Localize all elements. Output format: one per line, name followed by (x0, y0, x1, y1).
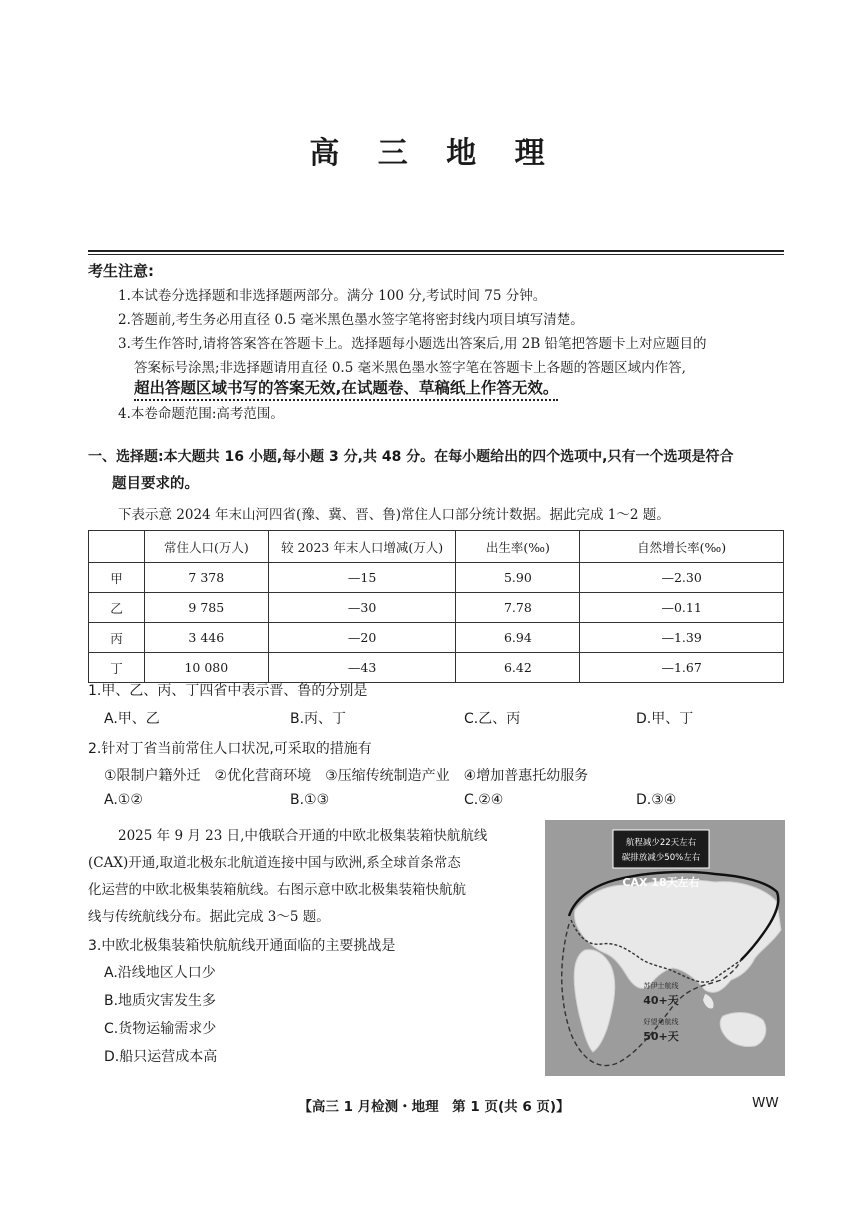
table-cell: 9 785 (144, 593, 268, 623)
passage-line: 2025 年 9 月 23 日,中俄联合开通的中欧北极集装箱快航航线 (118, 828, 488, 844)
table-cell: —0.11 (580, 593, 784, 623)
q2-option-b[interactable]: B.①③ (290, 792, 330, 808)
passage-line: 线与传统航线分布。据此完成 3～5 题。 (88, 909, 330, 925)
table-row (89, 623, 784, 653)
divider (88, 250, 784, 252)
table-cell: 7 378 (144, 563, 268, 593)
notice-item: 3.考生作答时,请将答案答在答题卡上。选择题每小题选出答案后,用 2B 铅笔把答题卡上对应题目的 (118, 336, 707, 352)
q3-option-d[interactable]: D.船只运营成本高 (104, 1049, 218, 1065)
population-table (88, 530, 784, 683)
map-box-line1: 航程减少22天左右 (625, 838, 697, 848)
table-cell: 丙 (89, 623, 145, 653)
table-row (89, 563, 784, 593)
table-cell: 6.94 (456, 623, 580, 653)
question-2-stem: 2.针对丁省当前常住人口状况,可采取的措施有 (88, 741, 372, 757)
q2-option-d[interactable]: D.③④ (636, 792, 677, 808)
table-row (89, 653, 784, 683)
notice-item: 4.本卷命题范围:高考范围。 (118, 406, 284, 422)
table-cell: —43 (268, 653, 456, 683)
table-cell: 3 446 (144, 623, 268, 653)
q3-option-c[interactable]: C.货物运输需求少 (104, 1021, 217, 1037)
q1-option-c[interactable]: C.乙、丙 (464, 711, 521, 727)
question-3-stem: 3.中欧北极集装箱快航航线开通面临的主要挑战是 (88, 938, 396, 954)
notice-emphasis: 超出答题区域书写的答案无效,在试题卷、草稿纸上作答无效。 (134, 379, 558, 401)
q3-option-a[interactable]: A.沿线地区人口少 (104, 965, 216, 981)
table-header-row (89, 531, 784, 563)
map-cax-label: CAX 18天左右 (622, 876, 700, 889)
page-title: 高 三 地 理 (309, 136, 559, 171)
question-1-stem: 1.甲、乙、丙、丁四省中表示晋、鲁的分别是 (88, 683, 368, 699)
table-cell: 丁 (89, 653, 145, 683)
q1-option-b[interactable]: B.丙、丁 (290, 711, 347, 727)
notice-heading: 考生注意: (88, 262, 154, 280)
table-header: 自然增长率(‰) (580, 531, 784, 563)
table-cell: 5.90 (456, 563, 580, 593)
table-cell: —15 (268, 563, 456, 593)
table-header: 常住人口(万人) (144, 531, 268, 563)
map-cape-days: 50+天 (643, 1030, 679, 1043)
notice-item: 2.答题前,考生务必用直径 0.5 毫米黑色墨水签字笔将密封线内项目填写清楚。 (118, 312, 584, 328)
passage-line: (CAX)开通,取道北极东北航道连接中国与欧洲,系全球首条常态 (88, 855, 461, 871)
table-cell: 乙 (89, 593, 145, 623)
table-cell: —2.30 (580, 563, 784, 593)
map-suez-label: 苏伊士航线 (643, 982, 679, 990)
map-suez-days: 40+天 (643, 994, 679, 1007)
table-row (89, 593, 784, 623)
footer-code: WW (752, 1095, 779, 1111)
table-cell: 甲 (89, 563, 145, 593)
q3-option-b[interactable]: B.地质灾害发生多 (104, 993, 217, 1009)
divider (88, 254, 784, 255)
q1-option-d[interactable]: D.甲、丁 (636, 711, 694, 727)
section-heading: 一、选择题:本大题共 16 小题,每小题 3 分,共 48 分。在每小题给出的四个选项中,只有一个选项是符合 (88, 449, 734, 465)
table-header: 较 2023 年末人口增减(万人) (268, 531, 456, 563)
passage-line: 化运营的中欧北极集装箱航线。右图示意中欧北极集装箱快航航 (88, 882, 466, 898)
q1-option-a[interactable]: A.甲、乙 (104, 711, 160, 727)
shipping-route-map (545, 820, 785, 1076)
q2-option-c[interactable]: C.②④ (464, 792, 504, 808)
table-cell: 7.78 (456, 593, 580, 623)
table-cell: —1.39 (580, 623, 784, 653)
table-header: 出生率(‰) (456, 531, 580, 563)
table-header (89, 531, 145, 563)
table-cell: 6.42 (456, 653, 580, 683)
notice-item: 答案标号涂黑;非选择题请用直径 0.5 毫米黑色墨水签字笔在答题卡上各题的答题区域内作答, (134, 360, 686, 376)
q2-option-a[interactable]: A.①② (104, 792, 143, 808)
section-heading-cont: 题目要求的。 (112, 476, 199, 492)
table-cell: —1.67 (580, 653, 784, 683)
map-cape-label: 好望角航线 (643, 1018, 679, 1026)
table-cell: —30 (268, 593, 456, 623)
notice-item: 1.本试卷分选择题和非选择题两部分。满分 100 分,考试时间 75 分钟。 (118, 288, 547, 304)
map-box-line2: 碳排放减少50%左右 (621, 853, 701, 863)
table-cell: 10 080 (144, 653, 268, 683)
table-cell: —20 (268, 623, 456, 653)
page-footer: 【高三 1 月检测・地理 第 1 页(共 6 页)】 (298, 1099, 570, 1115)
q2-choices: ①限制户籍外迁 ②优化营商环境 ③压缩传统制造产业 ④增加普惠托幼服务 (104, 768, 589, 784)
table-intro: 下表示意 2024 年末山河四省(豫、冀、晋、鲁)常住人口部分统计数据。据此完成 1～2 题。 (118, 507, 670, 523)
